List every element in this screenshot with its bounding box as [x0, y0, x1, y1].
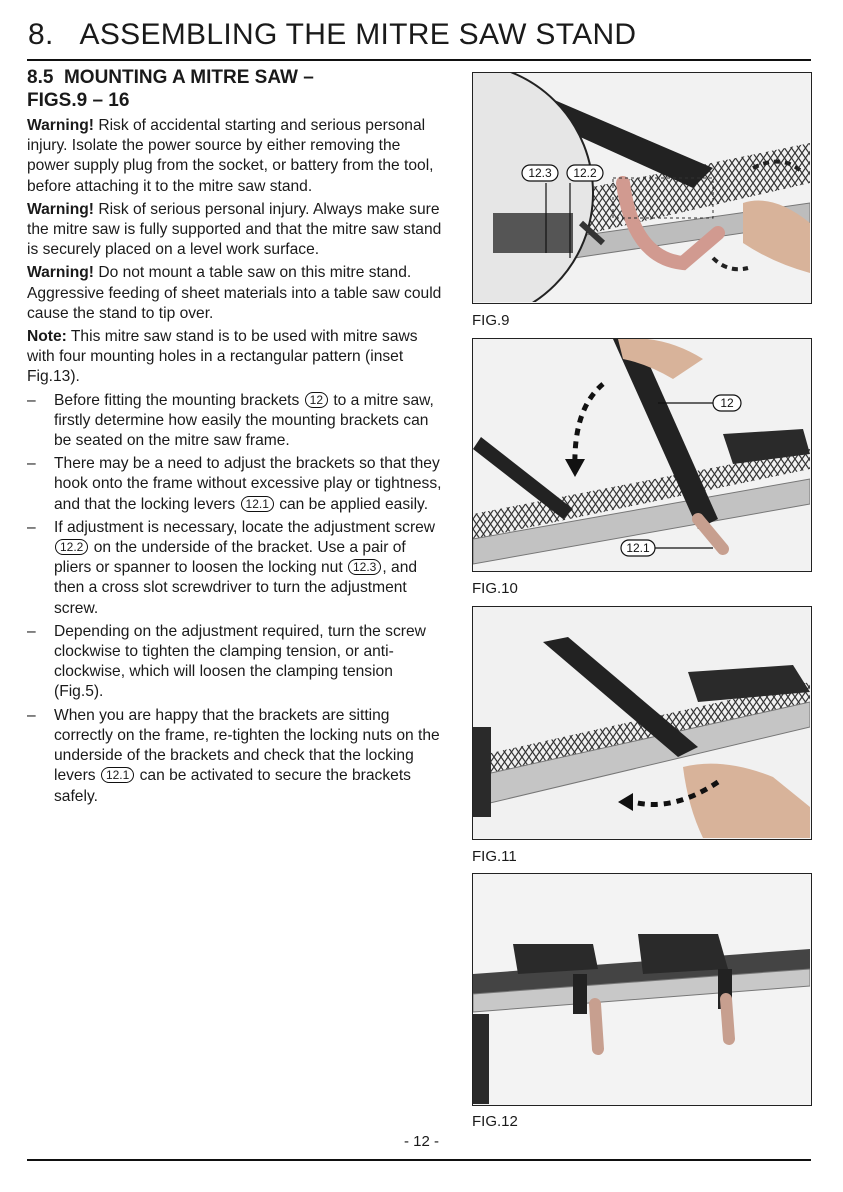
- instruction-list: [27, 391, 442, 807]
- list-dash: –: [27, 518, 36, 536]
- figure-11-photo: [472, 606, 812, 840]
- part-callout: 12.2: [55, 539, 88, 555]
- list-text: Depending on the adjustment required, turn the screw clockwise to tighten the clamping tension, or anti-clockwise, which will loosen the clamping tension (Fig.5).: [54, 622, 426, 701]
- list-item: [27, 454, 442, 515]
- footer-divider: [27, 1159, 811, 1161]
- note-paragraph: [27, 327, 442, 388]
- figure-11-caption: FIG.11: [472, 848, 517, 865]
- warning-label: Warning!: [27, 200, 94, 218]
- list-item: [27, 518, 442, 619]
- list-text: , and then a cross slot screwdriver to turn the adjustment screw.: [54, 559, 418, 617]
- list-text: to a mitre saw, firstly determine how easily the mounting brackets can be seated on the mitre saw frame.: [54, 391, 434, 450]
- instructions-column: [27, 66, 442, 810]
- callout-label: 12: [720, 396, 734, 410]
- callout-label: 12.1: [626, 541, 650, 555]
- section-heading-line1: 8.5 MOUNTING A MITRE SAW –: [27, 67, 314, 88]
- list-dash: –: [27, 706, 36, 724]
- list-dash: –: [27, 455, 36, 473]
- note-text: This mitre saw stand is to be used with mitre saws with four mounting holes in a rectangular pattern (inset Fig.13).: [27, 328, 418, 386]
- warning-label: Warning!: [27, 264, 94, 282]
- warning-paragraph-3: [27, 263, 442, 324]
- page-number: - 12 -: [403, 1133, 439, 1150]
- adjustment-screw: [493, 213, 573, 253]
- list-text: If adjustment is necessary, locate the adjustment screw: [54, 518, 436, 536]
- section-heading-line2: FIGS.9 – 16: [27, 90, 130, 111]
- callout-label: 12.2: [573, 166, 597, 180]
- header-divider: [27, 59, 811, 61]
- list-text: can be applied easily.: [274, 495, 429, 513]
- warning-text: Risk of serious personal injury. Always make sure the mitre saw is fully supported and that the mitre saw stand is securely placed on a level work surface.: [27, 200, 442, 259]
- warning-paragraph-2: [27, 200, 442, 261]
- figure-9-photo: [472, 72, 812, 304]
- mounting-bracket: [513, 944, 598, 974]
- warning-label: Warning!: [27, 117, 94, 134]
- list-text: When you are happy that the brackets are sitting correctly on the frame, re-tighten the locking nuts on the underside of the brackets and check that the locking levers: [54, 706, 440, 785]
- stand-leg: [473, 727, 491, 817]
- locking-lever: [726, 999, 729, 1039]
- locking-lever: [595, 1004, 598, 1049]
- figure-9-caption: FIG.9: [472, 312, 510, 329]
- list-dash: –: [27, 391, 36, 409]
- list-text: Before fitting the mounting brackets: [54, 391, 304, 409]
- figure-12-caption: FIG.12: [472, 1113, 518, 1130]
- list-dash: –: [27, 622, 36, 640]
- part-callout: 12: [305, 392, 328, 408]
- list-item: [27, 391, 442, 452]
- stand-leg: [473, 1014, 489, 1104]
- part-callout: 12.1: [241, 496, 274, 512]
- figure-12-photo: [472, 873, 812, 1106]
- list-item: [27, 706, 442, 807]
- clamp: [573, 974, 587, 1014]
- part-callout: 12.3: [348, 559, 381, 575]
- figure-10-photo: [472, 338, 812, 572]
- mounting-bracket: [638, 934, 728, 974]
- note-label: Note:: [27, 328, 67, 346]
- page-title: 8. ASSEMBLING THE MITRE SAW STAND: [28, 18, 637, 51]
- list-text: can be activated to secure the brackets safely.: [54, 767, 411, 805]
- figure-10-caption: FIG.10: [472, 580, 518, 597]
- section-heading: [27, 66, 442, 112]
- warning-paragraph-1: [27, 116, 442, 197]
- warning-text: Do not mount a table saw on this mitre stand. Aggressive feeding of sheet materials into a table saw could cause the stand to tip over.: [27, 264, 442, 322]
- callout-label: 12.3: [528, 166, 552, 180]
- list-text: on the underside of the bracket. Use a pair of pliers or spanner to loosen the locking nut: [54, 539, 406, 577]
- part-callout: 12.1: [101, 767, 134, 783]
- list-text: There may be a need to adjust the brackets so that they hook onto the frame without excessive play or tightness, and that the locking levers: [54, 455, 442, 513]
- warning-text: Risk of accidental starting and serious personal injury. Isolate the power source by either removing the power supply plug from the socket, or battery from the tool, before attaching it to the mitre saw stand.: [27, 117, 434, 195]
- list-item: [27, 622, 442, 703]
